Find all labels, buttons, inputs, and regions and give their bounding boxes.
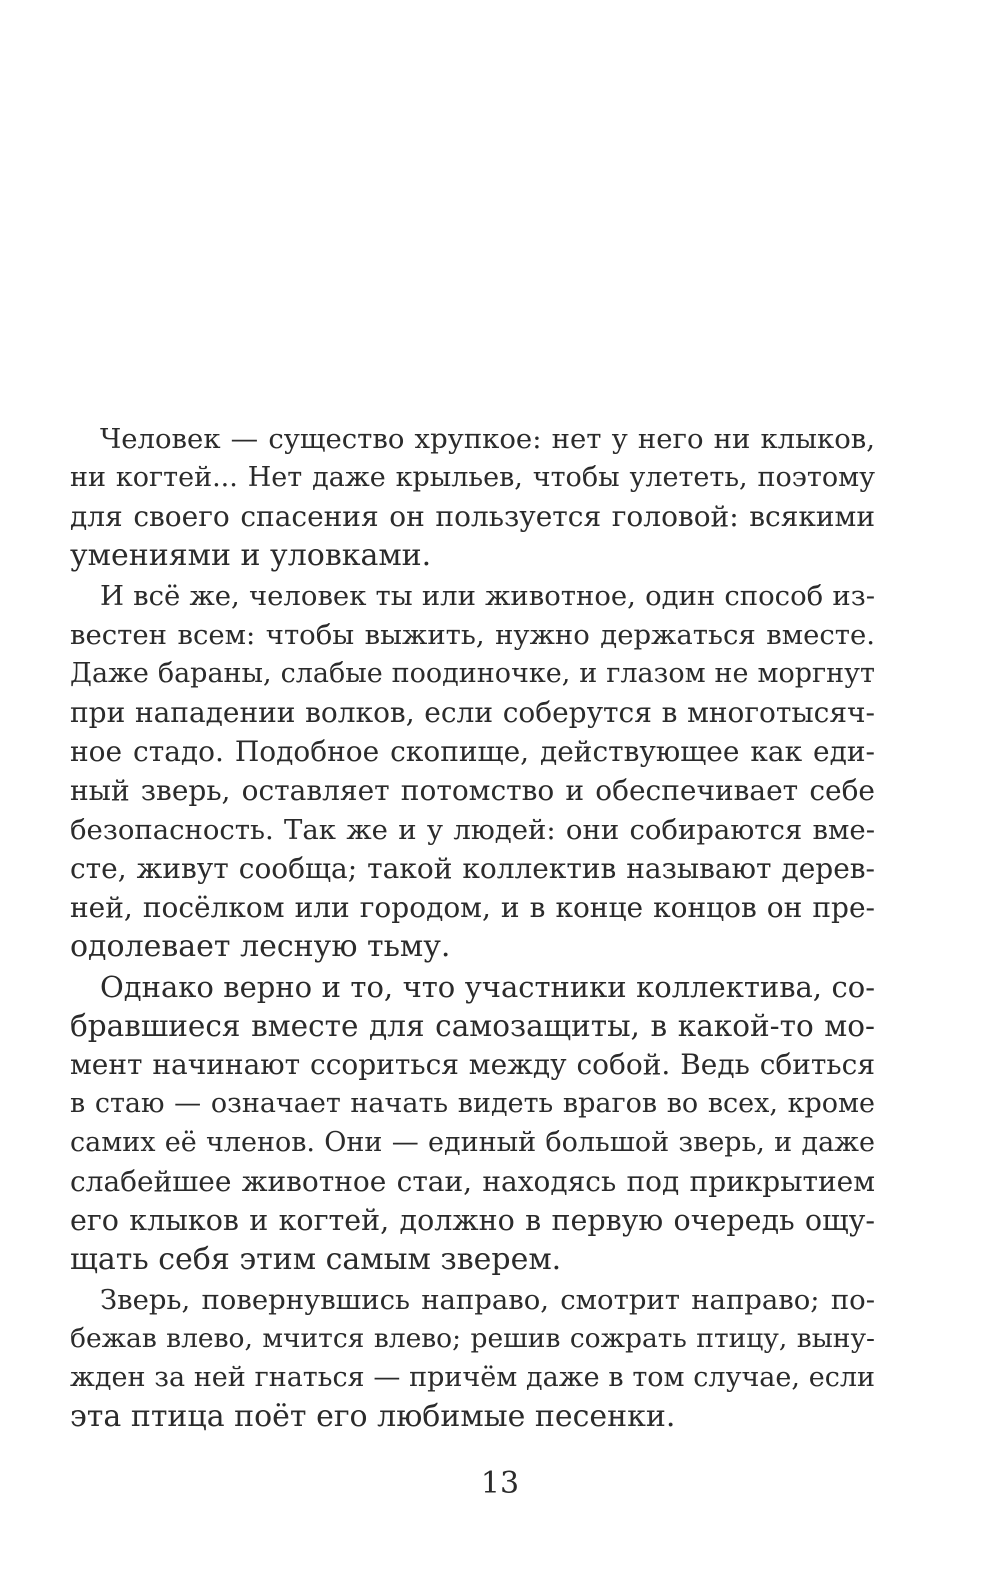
text-line: бежав влево, мчится влево; решив сожрать птицу, выну- (70, 1323, 875, 1354)
text-line: при нападении волков, если соберутся в многотысяч- (70, 696, 875, 729)
text-line: И всё же, человек ты или животное, один способ из- (100, 580, 875, 612)
text-line: в стаю — означает начать видеть врагов во всех, кроме (70, 1088, 875, 1119)
text-line: жден за ней гнаться — причём даже в том случае, если (70, 1362, 875, 1393)
text-line: щать себя этим самым зверем. (70, 1242, 562, 1277)
text-line: ни когтей... Нет даже крыльев, чтобы улететь, поэтому (70, 462, 875, 493)
text-line: для своего спасения он пользуется головой: всякими (70, 500, 875, 533)
text-line: его клыков и когтей, должно в первую очередь ощу- (70, 1204, 875, 1237)
text-line: Однако верно и то, что участники коллектива, со- (100, 970, 875, 1004)
text-line: мент начинают ссориться между собой. Ведь сбиться (70, 1048, 875, 1081)
text-line: бравшиеся вместе для самозащиты, в какой-то мо- (70, 1009, 875, 1043)
text-line: Человек — существо хрупкое: нет у него ни клыков, (100, 423, 875, 455)
text-line: Даже бараны, слабые поодиночке, и глазом не моргнут (70, 658, 875, 689)
text-line: ное стадо. Подобное скопище, действующее как еди- (70, 735, 875, 768)
text-line: вестен всем: чтобы выжить, нужно держаться вместе. (70, 619, 875, 651)
text-line: ный зверь, оставляет потомство и обеспечивает себе (70, 774, 875, 807)
text-line: одолевает лесную тьму. (70, 929, 451, 964)
text-line: самих её членов. Они — единый большой зверь, и даже (70, 1127, 875, 1158)
text-line: ней, посёлком или городом, и в конце концов он пре- (70, 891, 875, 924)
text-line: умениями и уловками. (70, 538, 432, 573)
text-line: сте, живут сообща; такой коллектив называют дерев- (70, 852, 875, 885)
page-number: 13 (480, 1466, 520, 1501)
text-line: эта птица поёт его любимые песенки. (70, 1399, 676, 1434)
text-line: слабейшее животное стаи, находясь под прикрытием (70, 1165, 875, 1198)
text-line: безопасность. Так же и у людей: они собираются вме- (70, 814, 875, 846)
text-line: Зверь, повернувшись направо, смотрит направо; по- (100, 1284, 875, 1316)
